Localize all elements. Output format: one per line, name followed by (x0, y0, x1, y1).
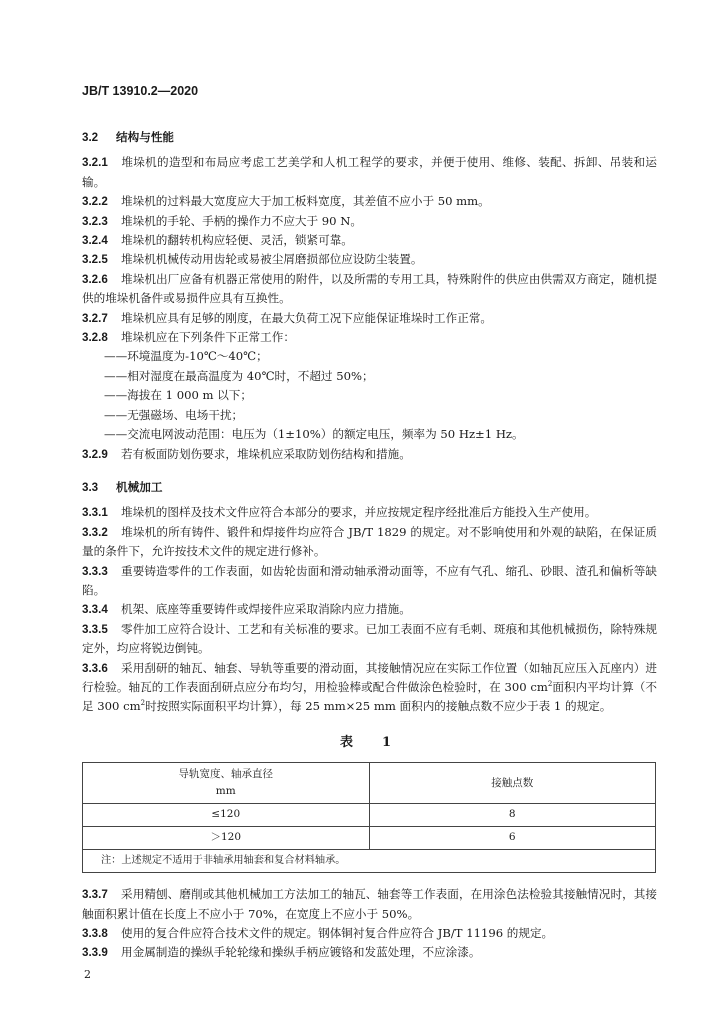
clause-3-2-3 (82, 212, 657, 231)
clause-text: 重要铸造零件的工作表面，如齿轮齿面和滑动轴承滑动面等，不应有气孔、缩孔、砂眼、渣孔和偏析等缺陷。 (82, 563, 657, 597)
clause-text: 堆垛机应具有足够的刚度，在最大负荷工况下应能保证堆垛时工作正常。 (121, 310, 493, 325)
clause-3-3-8 (82, 924, 657, 943)
clause-3-3-4 (82, 600, 657, 619)
clause-number: 3.2.2 (82, 195, 108, 209)
clause-3-2-9 (82, 445, 657, 464)
clause-3-3-6 (82, 659, 657, 717)
section-title: 机械加工 (116, 479, 163, 494)
clause-text: 堆垛机的图样及技术文件应符合本部分的要求，并应按规定程序经批准后方能投入生产使用。 (121, 505, 597, 520)
table-note-row (83, 850, 656, 873)
superscript: 2 (547, 680, 553, 689)
clause-number: 3.3.1 (82, 506, 108, 520)
clause-text: 堆垛机的所有铸件、锻件和焊接件均应符合 JB/T 1829 的规定。对不影响使用和外观的缺陷，在保证质量的条件下，允许按技术文件的规定进行修补。 (82, 524, 657, 559)
clause-text: 堆垛机的过料最大宽度应大于加工板料宽度，其差值不应小于 50 mm。 (121, 194, 490, 209)
clause-text: 堆垛机出厂应备有机器正常使用的附件，以及所需的专用工具，特殊附件的供应由供需双方商定，随机提供的堆垛机备件或易损件应具有互换性。 (82, 271, 657, 306)
document-body (82, 122, 657, 963)
condition-item: ——交流电网波动范围：电压为（1±10%）的额定电压，频率为 50 Hz±1 Hz。 (104, 427, 524, 442)
standard-code: JB/T 13910.2—2020 (82, 84, 199, 98)
clause-3-2-6 (82, 270, 657, 309)
clause-text: 机架、底座等重要铸件或焊接件应采取消除内应力措施。 (121, 602, 411, 617)
clause-3-2-4 (82, 231, 657, 250)
clause-3-2-5 (82, 250, 657, 269)
clause-text: 采用刮研的轴瓦、轴套、导轨等重要的滑动面，其接触情况应在实际工作位置（如轴瓦应压入瓦座内）进行检验。轴瓦的工作表面刮研点应分布均匀，用检验棒或配合件做涂色检验时，在 300 cm (82, 660, 657, 694)
clause-number: 3.3.5 (82, 622, 108, 636)
clause-text: 采用精刨、磨削或其他机械加工方法加工的轴瓦、轴套等工作表面，在用涂色法检验其接触情况时，其接触面积累计值在长度上不应小于 70%，在宽度上不应小于 50%。 (82, 887, 657, 921)
table-cell: ＞120 (83, 827, 370, 850)
clause-text: 堆垛机应在下列条件下正常工作： (121, 330, 295, 345)
clause-number: 3.3.6 (82, 661, 108, 675)
clause-text: 面积内平均计算（不足 300 cm (82, 679, 657, 714)
condition-item: ——无强磁场、电场干扰； (104, 407, 244, 422)
clause-3-3-7 (82, 885, 657, 924)
clause-number: 3.2.6 (82, 272, 108, 286)
clause-3-3-3 (82, 562, 657, 601)
clause-number: 3.3.8 (82, 927, 108, 940)
superscript: 2 (140, 699, 146, 708)
clause-number: 3.3.3 (82, 564, 108, 578)
clause-number: 3.3.7 (82, 888, 108, 902)
clause-number: 3.2.9 (82, 447, 108, 461)
section-heading-3-3 (82, 478, 657, 497)
clause-number: 3.3.4 (82, 603, 108, 617)
clause-text: 堆垛机的翻转机构应轻便、灵活，锁紧可靠。 (121, 233, 353, 248)
clause-3-2-1 (82, 153, 657, 192)
clause-number: 3.2.7 (82, 311, 108, 325)
clause-text: 时按照实际面积平均计算），每 25 mm×25 mm 面积内的接触点数不应少于表 1 的规定。 (145, 699, 612, 714)
table-header-row (83, 763, 656, 804)
section-title: 结构与性能 (116, 130, 175, 144)
condition-item: ——环境温度为-10℃～40℃； (104, 349, 268, 364)
header-unit: mm (215, 785, 236, 798)
condition-item: ——海拔在 1 000 m 以下； (104, 388, 252, 403)
table-note: 注：上述规定不适用于非轴承用轴套和复合材料轴承。 (83, 850, 656, 873)
table-cell: ≤120 (83, 804, 370, 827)
clause-number: 3.2.1 (82, 156, 108, 170)
table-header-cell: 接触点数 (369, 763, 656, 804)
table-row (83, 804, 656, 827)
clause-text: 堆垛机的造型和布局应考虑工艺美学和人机工程学的要求，并便于使用、维修、装配、拆卸、吊装和运输。 (82, 155, 657, 189)
clause-3-2-8 (82, 328, 657, 347)
clause-3-3-9 (82, 943, 657, 962)
clause-text: 零件加工应符合设计、工艺和有关标准的要求。已加工表面不应有毛刺、斑痕和其他机械损伤，除特殊规定外，均应将锐边倒钝。 (82, 621, 657, 656)
header-text: 导轨宽度、轴承直径 (178, 768, 273, 781)
clause-text: 用金属制造的操纵手轮轮缘和操纵手柄应镀铬和发蓝处理，不应涂漆。 (121, 945, 481, 960)
clause-number: 3.2.4 (82, 234, 108, 248)
clause-3-2-7 (82, 309, 657, 328)
clause-3-3-1 (82, 503, 657, 522)
section-number: 3.3 (82, 480, 99, 494)
clause-number: 3.2.3 (82, 214, 108, 228)
table-cell: 8 (369, 804, 656, 827)
clause-text: 堆垛机的手轮、手柄的操作力不应大于 90 N。 (121, 213, 362, 228)
clause-3-3-5 (82, 620, 657, 659)
table-row (83, 827, 656, 850)
clause-3-3-2 (82, 523, 657, 562)
table-title: 表 1 (339, 734, 400, 750)
clause-text: 堆垛机机械传动用齿轮或易被尘屑磨损部位应设防尘装置。 (121, 252, 423, 267)
clause-number: 3.2.5 (82, 253, 108, 267)
page-number: 2 (84, 968, 91, 981)
clause-text: 若有板面防划伤要求，堆垛机应采取防划伤结构和措施。 (121, 446, 411, 461)
contact-points-table (82, 762, 656, 873)
table-header-cell (83, 763, 370, 804)
clause-number: 3.3.9 (82, 946, 108, 960)
section-heading-3-2 (82, 128, 657, 147)
section-number: 3.2 (82, 131, 99, 144)
clause-number: 3.2.8 (82, 331, 108, 345)
clause-number: 3.3.2 (82, 525, 108, 539)
table-cell: 6 (369, 827, 656, 850)
condition-item: ——相对湿度在最高温度为 40℃时，不超过 50%； (104, 368, 374, 383)
clause-text: 使用的复合件应符合技术文件的规定。钢体铜衬复合件应符合 JB/T 11196 的规定。 (121, 926, 554, 940)
clause-3-2-2 (82, 192, 657, 211)
